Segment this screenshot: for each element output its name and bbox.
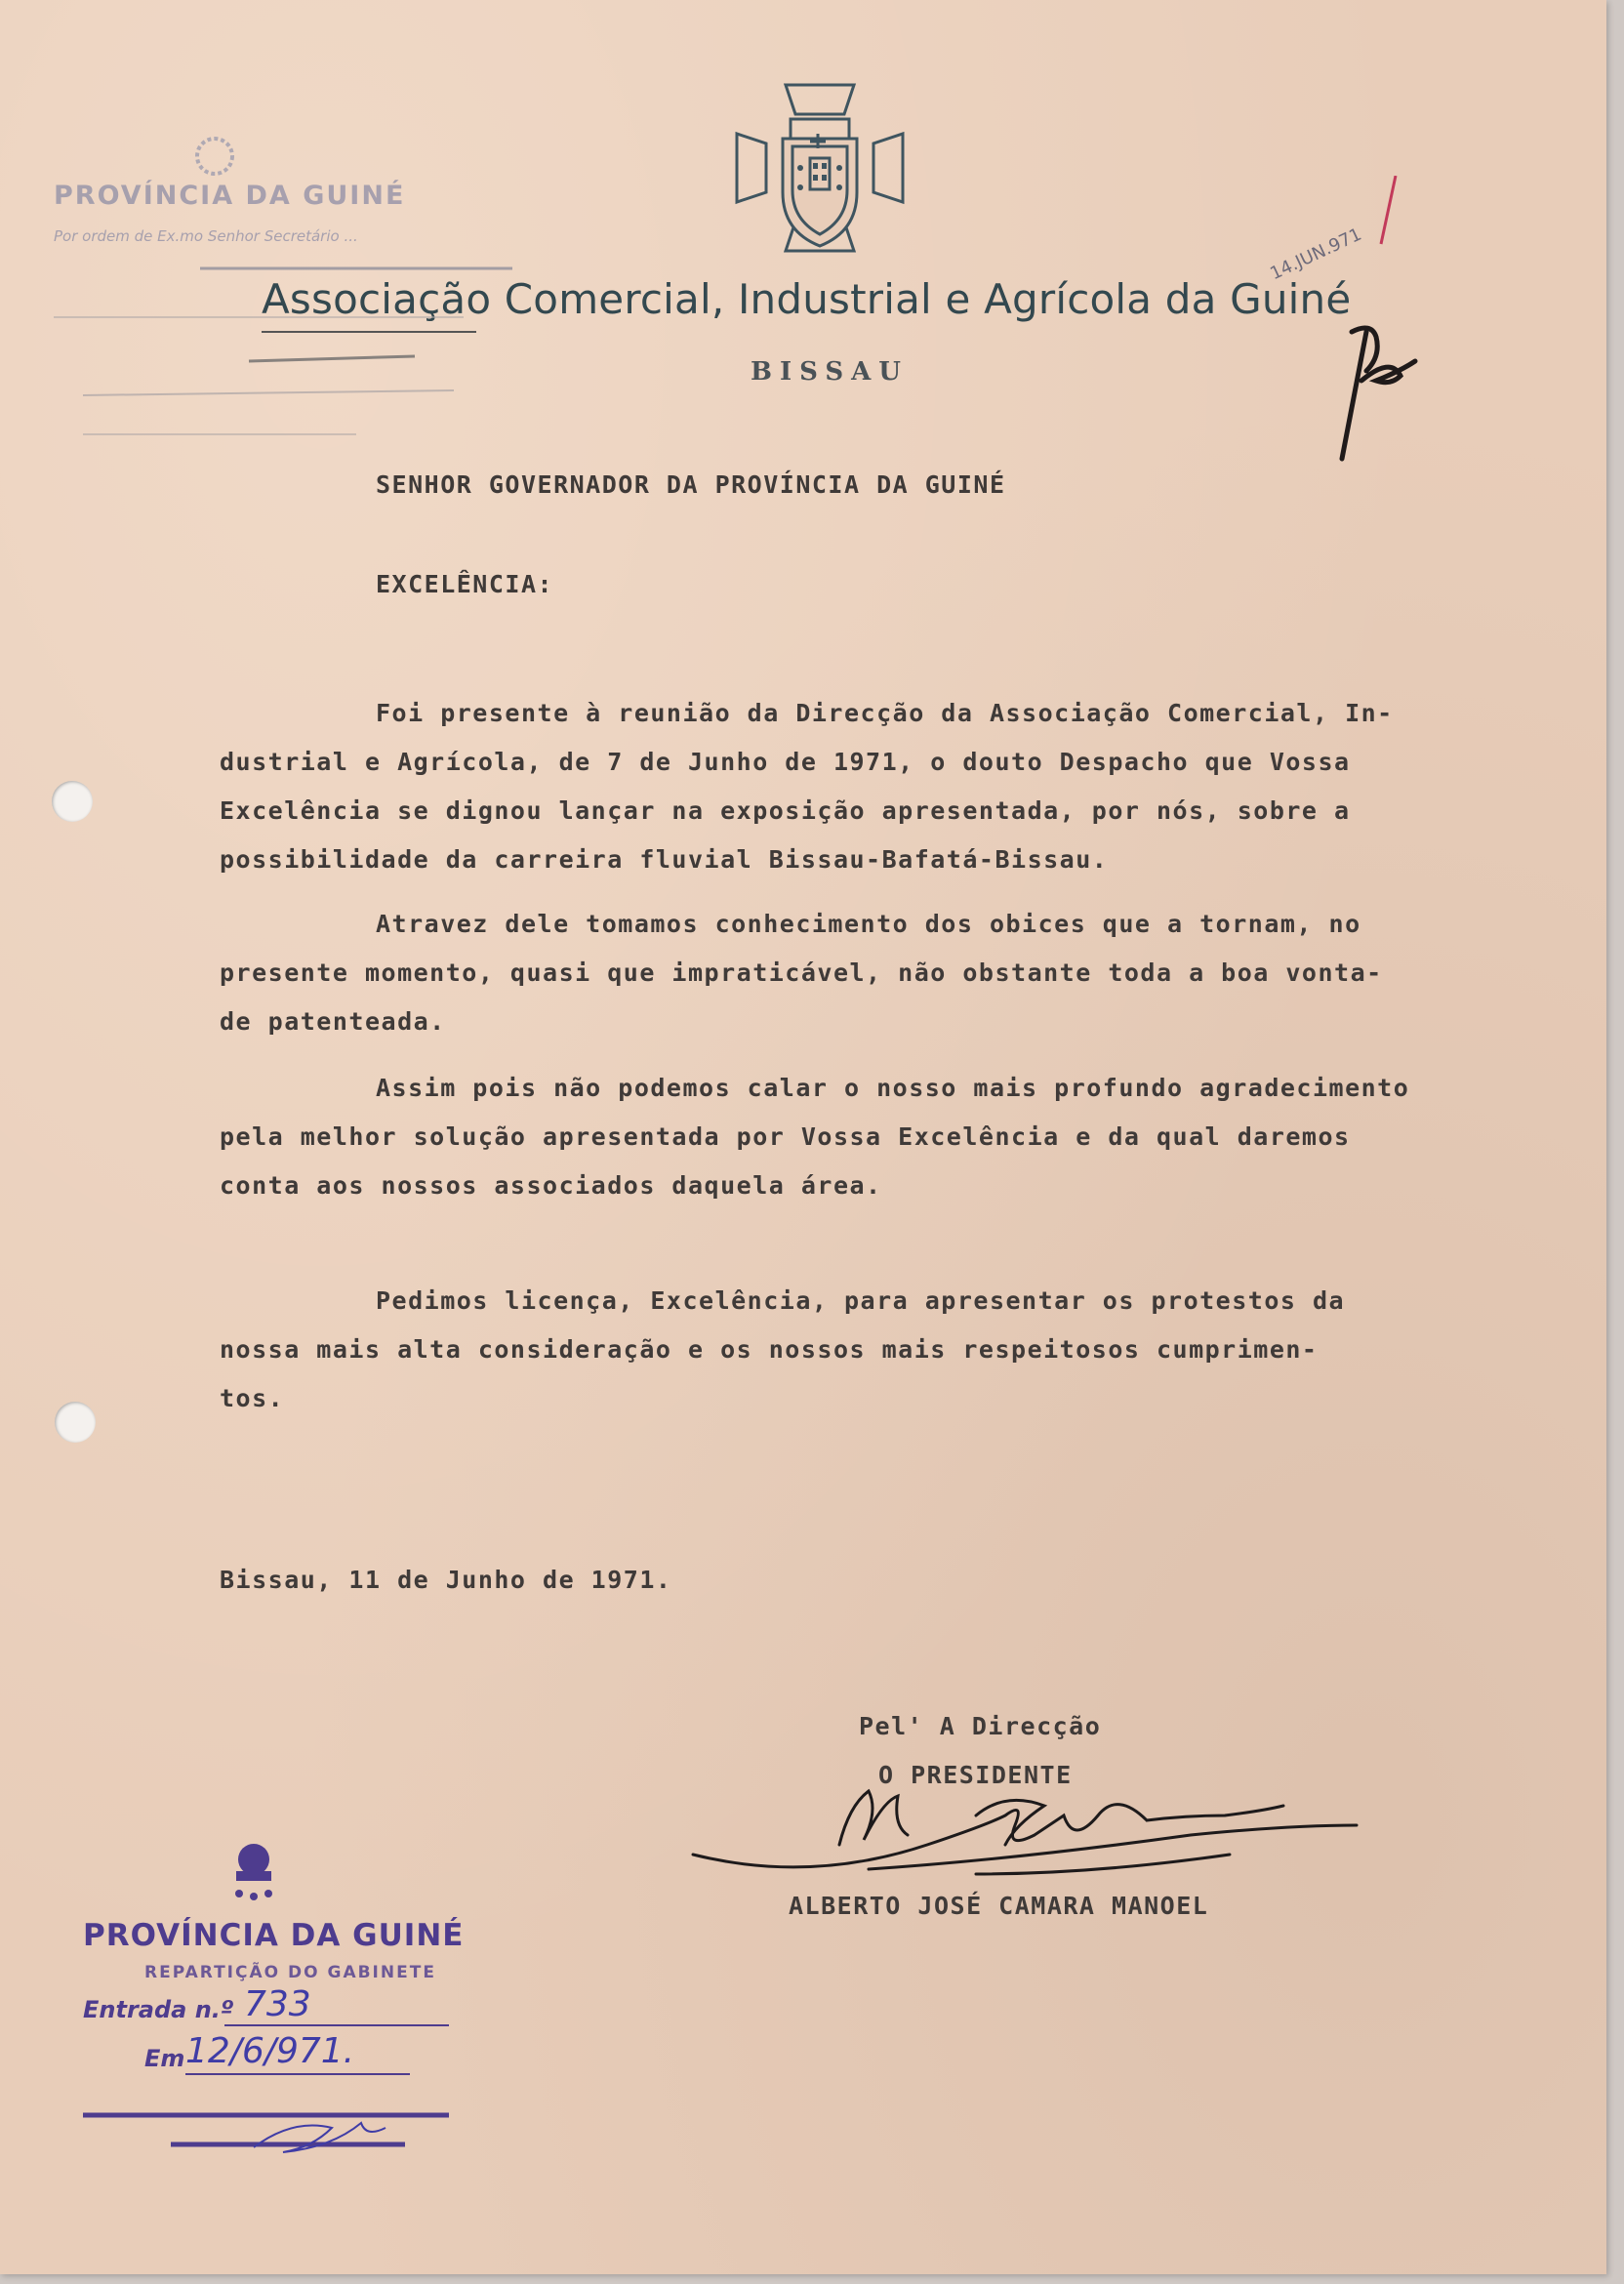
registration-stamp-lines	[78, 2016, 488, 2162]
top-stamp-title: PROVÍNCIA DA GUINÉ	[54, 181, 406, 211]
paragraph-line: conta aos nossos associados daquela área.	[220, 1171, 882, 1200]
paragraph-line: Atravez dele tomamos conhecimento dos obices que a tornam, no	[376, 910, 1361, 938]
handwritten-initials-mark	[1298, 176, 1425, 469]
punch-hole	[55, 1402, 96, 1443]
paragraph-line: Foi presente à reunião da Direcção da Associação Comercial, In-	[376, 699, 1394, 727]
top-stamp-lines	[54, 254, 522, 459]
registration-stamp	[78, 1840, 488, 2162]
letter-date: Bissau, 11 de Junho de 1971.	[220, 1566, 672, 1594]
salutation: EXCELÊNCIA:	[376, 570, 554, 598]
punch-hole	[52, 781, 93, 822]
entry-date-label: Em	[144, 2045, 185, 2072]
registration-stamp-title: PROVÍNCIA DA GUINÉ	[83, 1918, 465, 1953]
paragraph-line: Assim pois não podemos calar o nosso mais profundo agradecimento	[376, 1074, 1410, 1102]
paragraph-line: de patenteada.	[220, 1007, 446, 1036]
letterhead-city: BISSAU	[751, 357, 909, 387]
top-stamp-subtitle: Por ordem de Ex.mo Senhor Secretário ...	[54, 227, 358, 245]
addressee: SENHOR GOVERNADOR DA PROVÍNCIA DA GUINÉ	[376, 470, 1006, 499]
receipt-date-mark: 14.JUN.971	[1267, 224, 1365, 285]
closing-line: Pel' A Direcção	[859, 1712, 1102, 1740]
letterhead-organization-name: Associação Comercial, Industrial e Agrícola da Guiné	[262, 275, 1352, 323]
paragraph-1	[220, 689, 1518, 884]
coat-of-arms-icon	[732, 80, 908, 256]
paragraph-2	[220, 900, 1518, 1046]
paragraph-line: pela melhor solução apresentada por Vossa Excelência e da qual daremos	[220, 1122, 1351, 1151]
paragraph-3	[220, 1064, 1518, 1210]
stamp-emblem-icon	[215, 1840, 293, 1913]
registration-stamp-subtitle: REPARTIÇÃO DO GABINETE	[144, 1963, 436, 1982]
entry-number-label: Entrada n.º	[83, 1996, 234, 2023]
paragraph-line: possibilidade da carreira fluvial Bissau-Bafatá-Bissau.	[220, 845, 1109, 874]
top-stamp	[54, 137, 522, 459]
entry-date-value: 12/6/971.	[185, 2031, 355, 2071]
entry-number-value: 733	[244, 1984, 311, 2024]
stamp-emblem-icon	[181, 132, 249, 181]
signer-name: ALBERTO JOSÉ CAMARA MANOEL	[789, 1892, 1209, 1920]
paragraph-4	[220, 1277, 1518, 1423]
paragraph-line: tos.	[220, 1384, 285, 1412]
paragraph-line: nossa mais alta consideração e os nossos mais respeitosos cumprimen-	[220, 1335, 1319, 1364]
paragraph-line: presente momento, quasi que impraticável, não obstante toda a boa vonta-	[220, 958, 1383, 987]
paragraph-line: dustrial e Agrícola, de 7 de Junho de 1971, o douto Despacho que Vossa	[220, 748, 1351, 776]
paragraph-line: Pedimos licença, Excelência, para apresentar os protestos da	[376, 1286, 1346, 1315]
signer-title: O PRESIDENTE	[878, 1761, 1073, 1789]
paragraph-line: Excelência se dignou lançar na exposição apresentada, por nós, sobre a	[220, 796, 1351, 825]
